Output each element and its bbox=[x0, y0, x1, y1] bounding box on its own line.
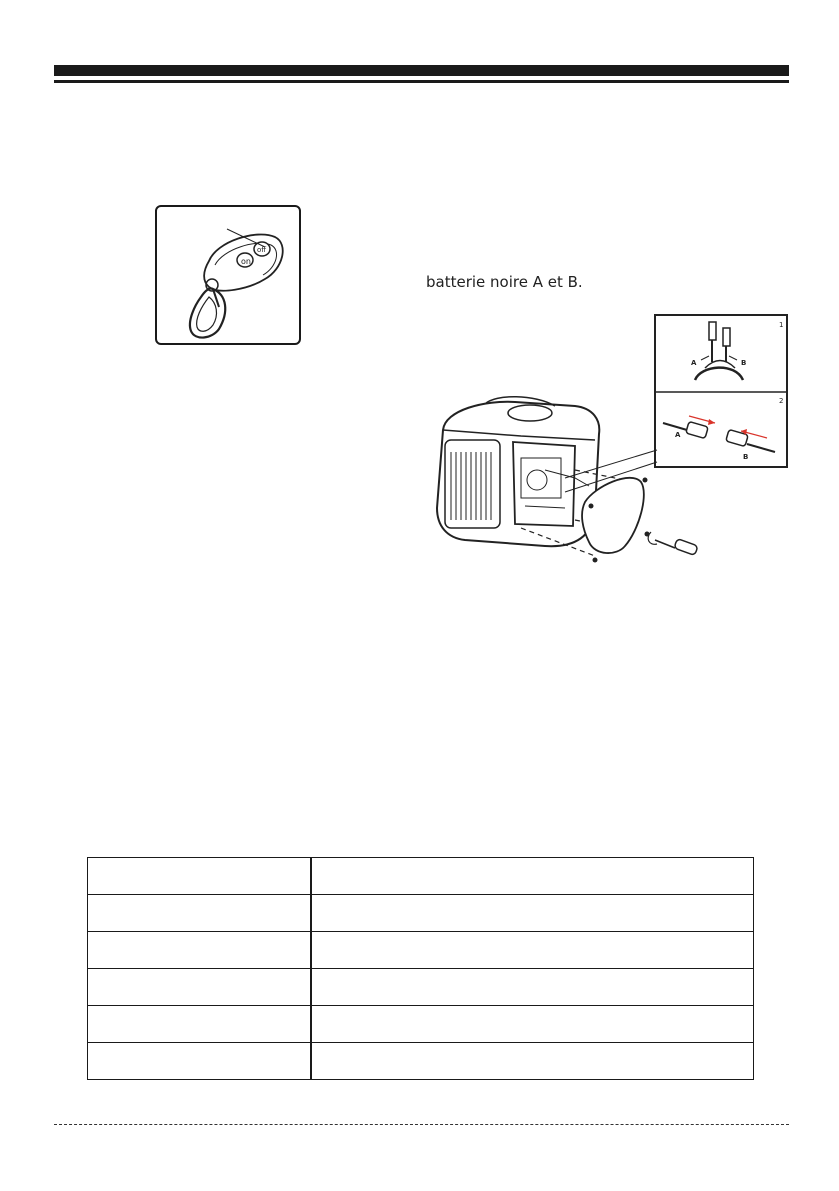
spec-table bbox=[87, 857, 754, 1080]
inset2-label-a: A bbox=[675, 431, 681, 439]
table-row bbox=[88, 932, 754, 969]
spec-value-cell bbox=[311, 895, 754, 932]
table-row bbox=[88, 895, 754, 932]
spec-value-cell bbox=[311, 969, 754, 1006]
inset1-label-b: B bbox=[741, 359, 747, 367]
table-row bbox=[88, 1006, 754, 1043]
spec-label-cell bbox=[88, 969, 312, 1006]
table-row bbox=[88, 1043, 754, 1080]
inset1-label-a: A bbox=[691, 359, 697, 367]
svg-text:on: on bbox=[241, 257, 251, 266]
spec-value-cell bbox=[311, 932, 754, 969]
table-row bbox=[88, 858, 754, 895]
spec-label-cell bbox=[88, 858, 312, 895]
header-rule-thick bbox=[54, 65, 789, 76]
spec-label-cell bbox=[88, 1006, 312, 1043]
remote-fob-icon bbox=[157, 207, 298, 342]
spec-value-cell bbox=[311, 1043, 754, 1080]
spec-label-cell bbox=[88, 932, 312, 969]
battery-caption: batterie noire A et B. bbox=[426, 273, 583, 291]
spec-label-cell bbox=[88, 1043, 312, 1080]
generator-illustration bbox=[425, 310, 795, 578]
svg-text:off: off bbox=[257, 246, 267, 254]
inset2-label-b: B bbox=[743, 453, 749, 461]
spec-value-cell bbox=[311, 1006, 754, 1043]
spec-value-cell bbox=[311, 858, 754, 895]
remote-control-figure bbox=[155, 205, 301, 345]
spec-label-cell bbox=[88, 895, 312, 932]
header-rule-thin bbox=[54, 80, 789, 83]
inset-step-2: 2 bbox=[779, 397, 784, 405]
footer-dashed-rule bbox=[54, 1124, 789, 1125]
table-row bbox=[88, 969, 754, 1006]
inset-step-1: 1 bbox=[779, 321, 784, 329]
generator-battery-figure bbox=[425, 310, 795, 578]
